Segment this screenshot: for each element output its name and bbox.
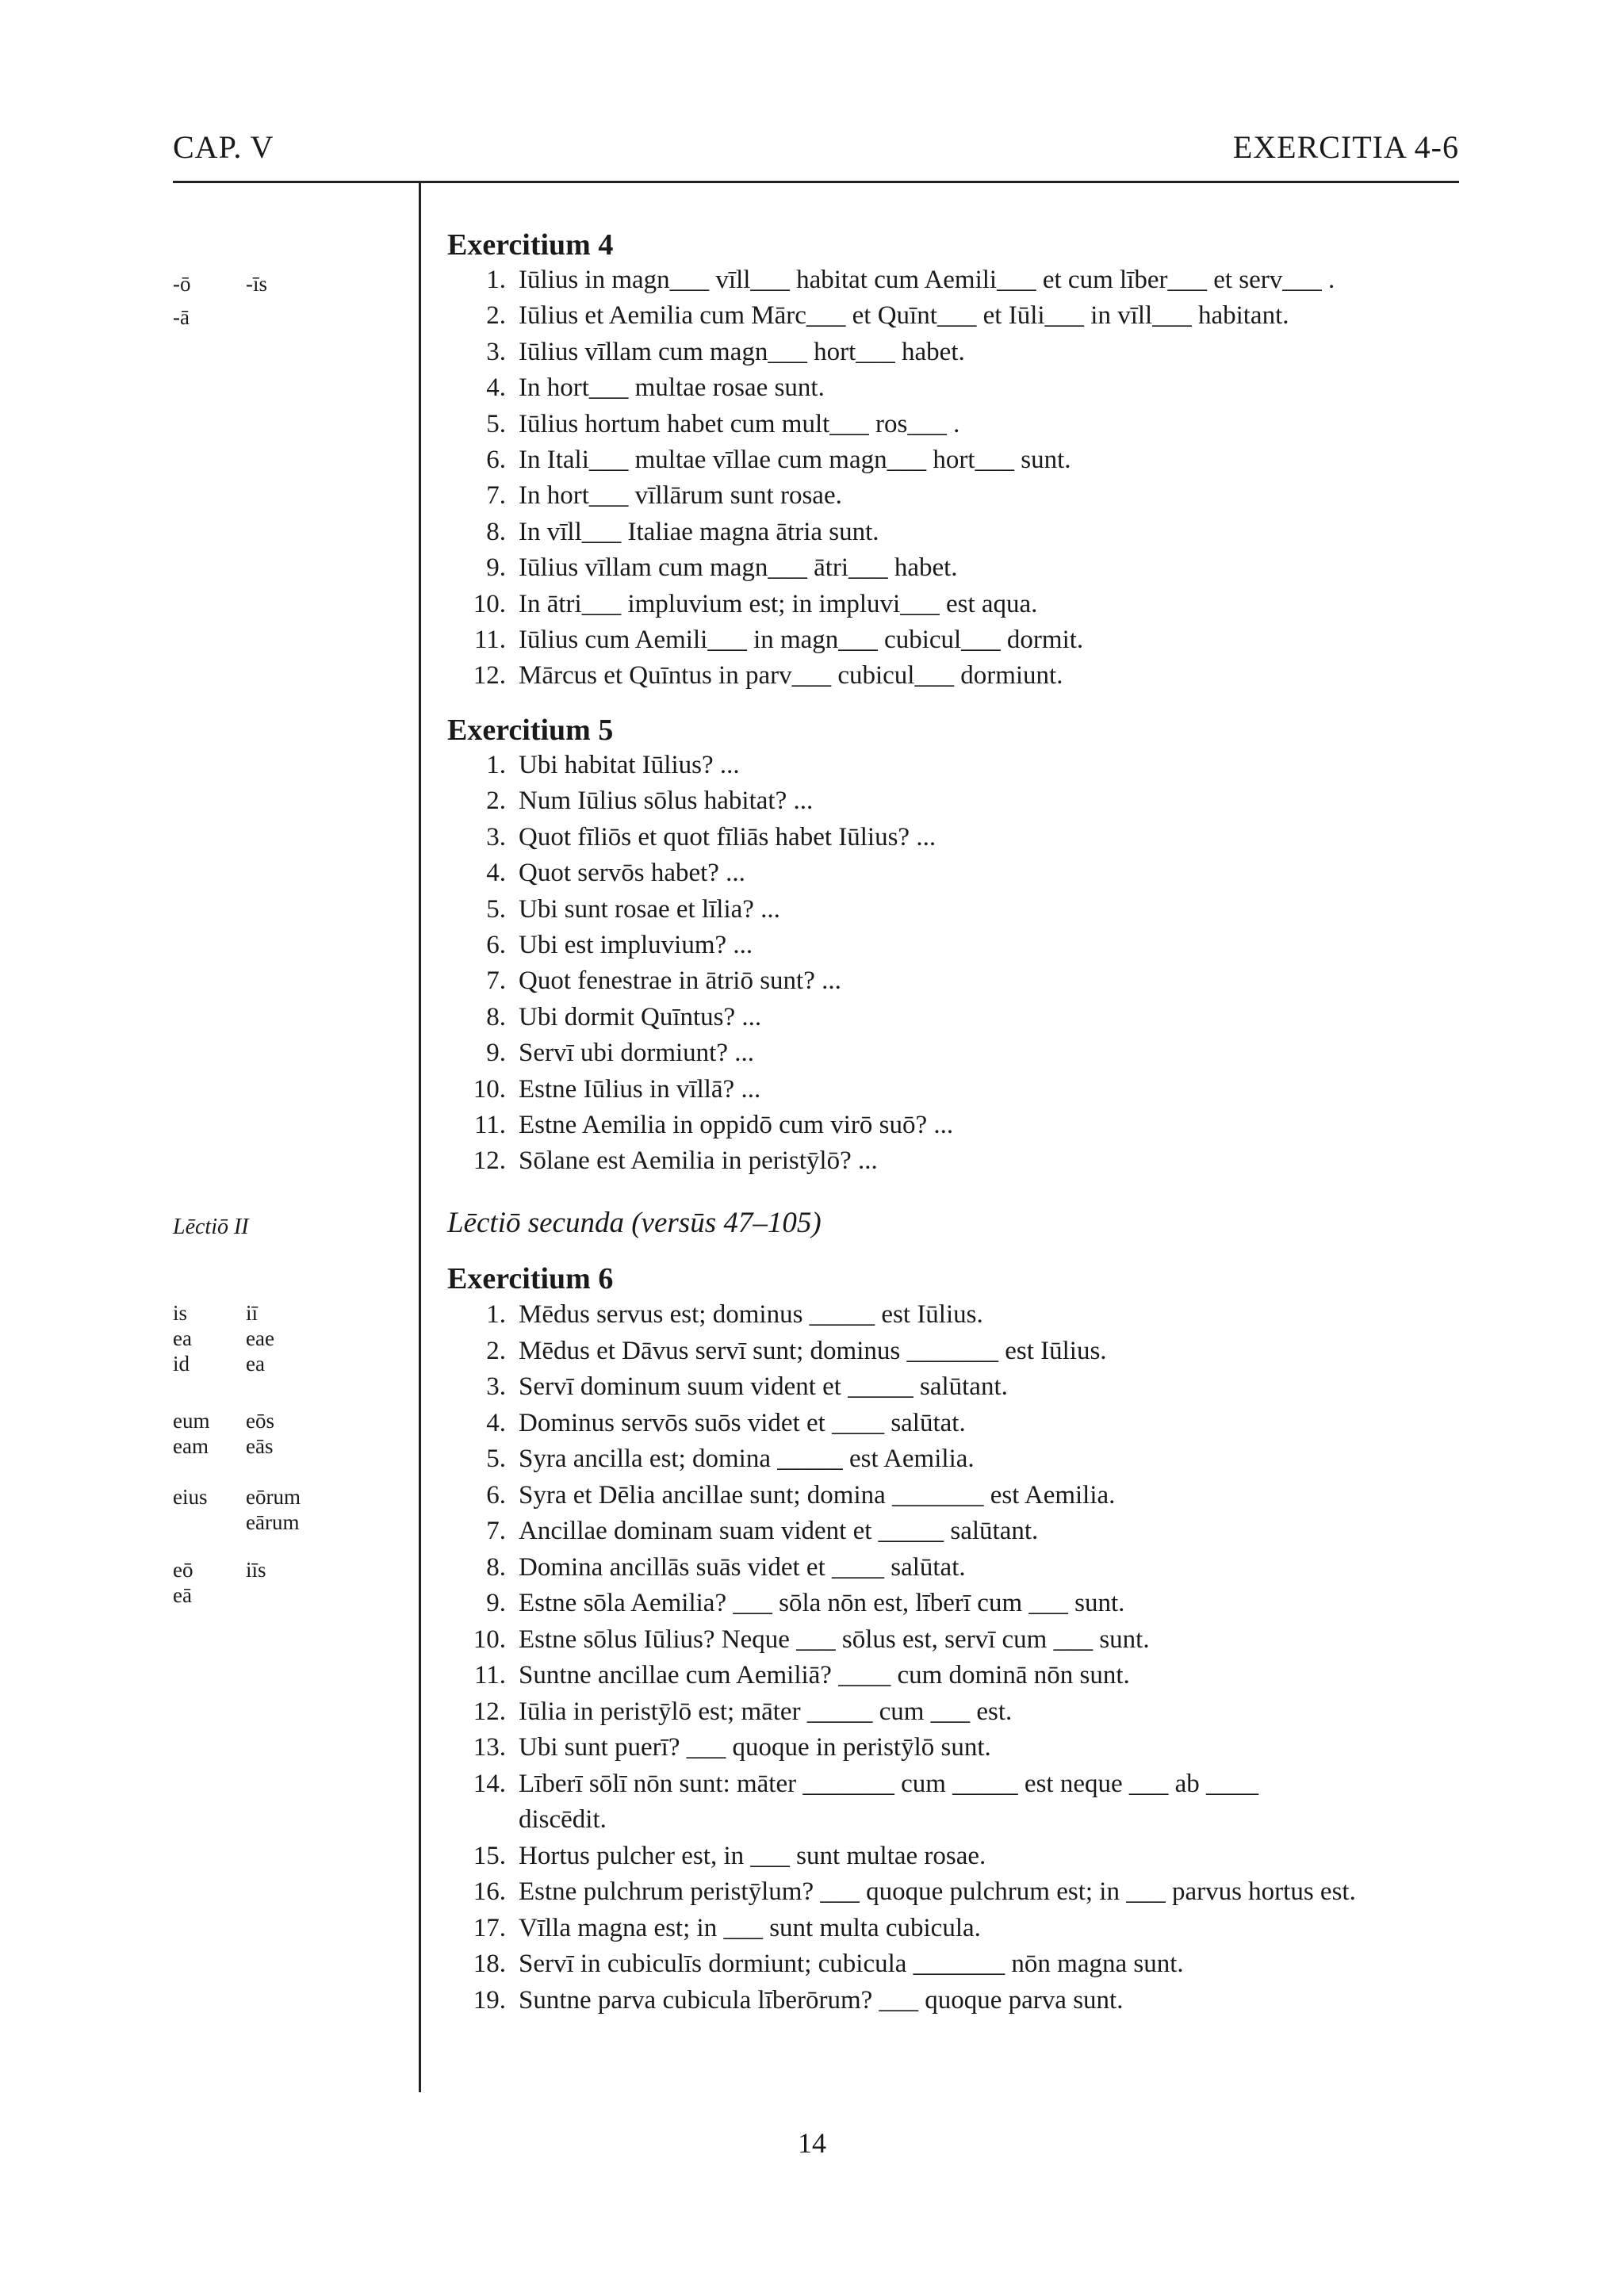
- item-number: 15.: [473, 1841, 506, 1870]
- exercise-5-list: [447, 748, 1470, 1180]
- item-text: Iūlia in peristȳlō est; māter _____ cum ___ est.: [519, 1697, 1013, 1726]
- exercise-item: [447, 1622, 1470, 1659]
- pronoun-singular: is: [173, 1301, 188, 1325]
- item-number: 12.: [473, 1146, 506, 1176]
- pronoun-singular: eum: [173, 1409, 210, 1433]
- item-text: In Itali___ multae vīllae cum magn___ hort___ sunt.: [519, 446, 1071, 475]
- exercise-item: [447, 1983, 1470, 2019]
- pronoun-singular: ea: [173, 1326, 192, 1350]
- item-number: 13.: [473, 1733, 506, 1762]
- item-number: 7.: [486, 966, 506, 996]
- item-text: Iūlius hortum habet cum mult___ ros___ .: [519, 409, 960, 438]
- exercise-item: [447, 658, 1470, 694]
- item-number: 5.: [486, 409, 506, 438]
- pronoun-plural: eōrum: [246, 1485, 301, 1509]
- item-number: 17.: [473, 1913, 506, 1942]
- exercise-range-label: EXERCITIA 4-6: [1232, 129, 1459, 165]
- item-text: Iūlius in magn___ vīll___ habitat cum Aemili___ et cum līber___ et serv___ .: [519, 266, 1335, 294]
- exercise-item: [447, 1072, 1470, 1108]
- exercise-4-list: [447, 262, 1470, 695]
- item-number: 1.: [486, 751, 506, 779]
- exercise-item: [447, 478, 1470, 514]
- exercise-6-title: Exercitium 6: [447, 1262, 614, 1295]
- item-text: Iūlius vīllam cum magn___ hort___ habet.: [519, 337, 965, 366]
- item-number: 9.: [486, 1039, 506, 1068]
- item-number: 1.: [486, 1300, 506, 1329]
- exercise-item: [447, 442, 1470, 478]
- item-number: 10.: [473, 1624, 506, 1654]
- item-number: 6.: [486, 446, 506, 475]
- item-number: 1.: [486, 266, 506, 294]
- item-text: Servī ubi dormiunt? ...: [519, 1039, 754, 1068]
- item-text: Ubi sunt rosae et līlia? ...: [519, 894, 780, 924]
- page-header: [173, 128, 1459, 176]
- item-number: 4.: [486, 859, 506, 888]
- item-text: In hort___ multae rosae sunt.: [519, 373, 825, 403]
- exercise-item: [447, 1334, 1470, 1370]
- pronoun-singular: eō: [173, 1558, 193, 1582]
- exercise-item: [447, 963, 1470, 999]
- item-text: Estne Aemilia in oppidō cum virō suō? ...: [519, 1111, 954, 1140]
- pronoun-plural: eārum: [246, 1510, 300, 1534]
- exercise-5-title: Exercitium 5: [447, 714, 614, 747]
- item-number: 8.: [486, 1552, 506, 1582]
- margin-ending: -ā: [173, 305, 190, 329]
- item-text: Suntne parva cubicula līberōrum? ___ quoque parva sunt.: [519, 1985, 1124, 2015]
- exercise-item: [447, 1000, 1470, 1035]
- exercise-item: [447, 298, 1470, 334]
- exercise-item: [447, 407, 1470, 442]
- item-text: Domina ancillās suās videt et ____ salūtat.: [519, 1552, 966, 1582]
- item-number: 11.: [473, 1111, 506, 1140]
- exercise-item: [447, 1730, 1470, 1766]
- exercise-item: [447, 262, 1470, 298]
- exercise-item: [447, 587, 1470, 622]
- item-text: Estne Iūlius in vīllā? ...: [519, 1074, 761, 1104]
- item-number: 8.: [486, 517, 506, 546]
- exercise-item: [447, 1658, 1470, 1694]
- item-text: Līberī sōlī nōn sunt: māter _______ cum _____ est neque ___ ab ____ discēdit.: [519, 1769, 1259, 1834]
- item-text: Suntne ancillae cum Aemiliā? ____ cum dominā nōn sunt.: [519, 1661, 1130, 1689]
- item-number: 10.: [473, 589, 506, 618]
- item-number: 3.: [486, 1372, 506, 1401]
- item-number: 2.: [486, 301, 506, 331]
- exercise-item: [447, 1839, 1470, 1875]
- exercise-item: [447, 1035, 1470, 1071]
- item-text: Vīlla magna est; in ___ sunt multa cubicula.: [519, 1913, 981, 1942]
- margin-ending: -īs: [246, 272, 267, 296]
- item-number: 5.: [486, 894, 506, 924]
- item-text: Mēdus et Dāvus servī sunt; dominus _______ est Iūlius.: [519, 1336, 1107, 1365]
- item-text: Quot fenestrae in ātriō sunt? ...: [519, 966, 841, 996]
- exercise-item: [447, 1550, 1470, 1586]
- item-number: 16.: [473, 1877, 506, 1906]
- item-text: Iūlius vīllam cum magn___ ātri___ habet.: [519, 553, 958, 583]
- pronoun-plural: iīs: [246, 1558, 266, 1582]
- item-text: Ubi dormit Quīntus? ...: [519, 1002, 762, 1031]
- exercise-item: [447, 515, 1470, 550]
- item-number: 8.: [486, 1002, 506, 1031]
- item-text: Num Iūlius sōlus habitat? ...: [519, 786, 814, 816]
- item-text: Quot servōs habet? ...: [519, 859, 745, 888]
- exercise-item: [447, 783, 1470, 819]
- item-text: Iūlius cum Aemili___ in magn___ cubicul___ dormit.: [519, 626, 1084, 655]
- item-number: 2.: [486, 786, 506, 816]
- item-number: 14.: [473, 1769, 506, 1798]
- item-number: 12.: [473, 1697, 506, 1726]
- exercise-item: [447, 335, 1470, 370]
- item-text: Dominus servōs suōs videt et ____ salūtat.: [519, 1408, 966, 1437]
- item-text: In ātri___ impluvium est; in impluvi___ est aqua.: [519, 589, 1038, 618]
- item-number: 7.: [486, 481, 506, 511]
- section-title: Lēctiō secunda (versūs 47–105): [447, 1207, 822, 1239]
- exercise-item: [447, 370, 1470, 406]
- item-number: 19.: [473, 1985, 506, 2015]
- item-text: Servī in cubiculīs dormiunt; cubicula _______ nōn magna sunt.: [519, 1950, 1184, 1978]
- exercise-item: [447, 928, 1470, 963]
- pronoun-plural: eōs: [246, 1409, 274, 1433]
- item-number: 11.: [473, 626, 506, 655]
- item-text: Mēdus servus est; dominus _____ est Iūlius.: [519, 1300, 983, 1329]
- item-text: Estne sōlus Iūlius? Neque ___ sōlus est, servī cum ___ sunt.: [519, 1624, 1150, 1654]
- header-divider: [173, 181, 1459, 183]
- item-number: 5.: [486, 1445, 506, 1473]
- item-text: Syra et Dēlia ancillae sunt; domina _______ est Aemilia.: [519, 1480, 1116, 1510]
- exercise-item: [447, 1694, 1470, 1731]
- item-number: 12.: [473, 661, 506, 691]
- item-number: 4.: [486, 373, 506, 403]
- pronoun-singular: eā: [173, 1583, 192, 1607]
- item-number: 11.: [473, 1661, 506, 1689]
- exercise-item: [447, 1874, 1462, 1911]
- item-text: Iūlius et Aemilia cum Mārc___ et Quīnt___ et Iūli___ in vīll___ habitant.: [519, 301, 1289, 331]
- exercise-item: [447, 1478, 1470, 1514]
- item-text: Quot fīliōs et quot fīliās habet Iūlius? ...: [519, 822, 936, 851]
- exercise-item: [447, 550, 1470, 586]
- exercise-item: [447, 1297, 1470, 1334]
- item-number: 7.: [486, 1517, 506, 1545]
- item-text: Mārcus et Quīntus in parv___ cubicul___ dormiunt.: [519, 661, 1063, 691]
- exercise-item: [447, 892, 1470, 928]
- item-number: 6.: [486, 931, 506, 960]
- item-text: Servī dominum suum vident et _____ salūtant.: [519, 1372, 1008, 1401]
- item-number: 9.: [486, 1589, 506, 1617]
- chapter-label: CAP. V: [173, 129, 274, 165]
- exercise-item: [447, 622, 1470, 658]
- exercise-item: [447, 1108, 1470, 1143]
- exercise-item: [447, 748, 1470, 783]
- pronoun-plural: iī: [246, 1301, 259, 1325]
- exercise-item: [447, 1766, 1343, 1839]
- item-text: Ubi habitat Iūlius? ...: [519, 751, 740, 779]
- exercise-item: [447, 1441, 1470, 1478]
- pronoun-singular: eam: [173, 1434, 209, 1458]
- item-number: 6.: [486, 1480, 506, 1510]
- exercise-item: [447, 1946, 1470, 1983]
- exercise-item: [447, 855, 1470, 891]
- item-number: 9.: [486, 553, 506, 583]
- item-number: 3.: [486, 337, 506, 366]
- item-text: Ubi est impluvium? ...: [519, 931, 753, 960]
- item-number: 10.: [473, 1074, 506, 1104]
- item-text: Sōlane est Aemilia in peristȳlō? ...: [519, 1146, 878, 1176]
- pronoun-singular: id: [173, 1352, 190, 1376]
- item-text: Estne pulchrum peristȳlum? ___ quoque pulchrum est; in ___ parvus hortus est.: [519, 1877, 1356, 1906]
- exercise-item: [447, 1911, 1470, 1947]
- item-text: Hortus pulcher est, in ___ sunt multae rosae.: [519, 1841, 986, 1870]
- item-text: Ubi sunt puerī? ___ quoque in peristȳlō sunt.: [519, 1733, 991, 1762]
- item-text: Ancillae dominam suam vident et _____ salūtant.: [519, 1517, 1039, 1545]
- page-number: 14: [798, 2127, 826, 2159]
- exercise-item: [447, 1406, 1470, 1442]
- exercise-4-title: Exercitium 4: [447, 228, 614, 262]
- margin-lectio-label: Lēctiō II: [173, 1215, 249, 1239]
- exercise-item: [447, 1586, 1470, 1622]
- exercise-item: [447, 1369, 1470, 1406]
- item-text: In vīll___ Italiae magna ātria sunt.: [519, 517, 879, 546]
- pronoun-singular: eius: [173, 1485, 208, 1509]
- exercise-item: [447, 1513, 1470, 1550]
- item-text: Estne sōla Aemilia? ___ sōla nōn est, līberī cum ___ sunt.: [519, 1589, 1125, 1617]
- exercise-6-list: [447, 1297, 1470, 2019]
- item-text: In hort___ vīllārum sunt rosae.: [519, 481, 842, 511]
- column-divider: [419, 183, 421, 2092]
- item-number: 3.: [486, 822, 506, 851]
- exercise-item: [447, 1143, 1470, 1179]
- exercise-item: [447, 820, 1470, 855]
- margin-ending: -ō: [173, 272, 191, 296]
- pronoun-plural: eās: [246, 1434, 274, 1458]
- pronoun-plural: ea: [246, 1352, 265, 1376]
- pronoun-plural: eae: [246, 1326, 274, 1350]
- item-number: 18.: [473, 1950, 506, 1978]
- item-number: 4.: [486, 1408, 506, 1437]
- item-text: Syra ancilla est; domina _____ est Aemilia.: [519, 1445, 975, 1473]
- item-number: 2.: [486, 1336, 506, 1365]
